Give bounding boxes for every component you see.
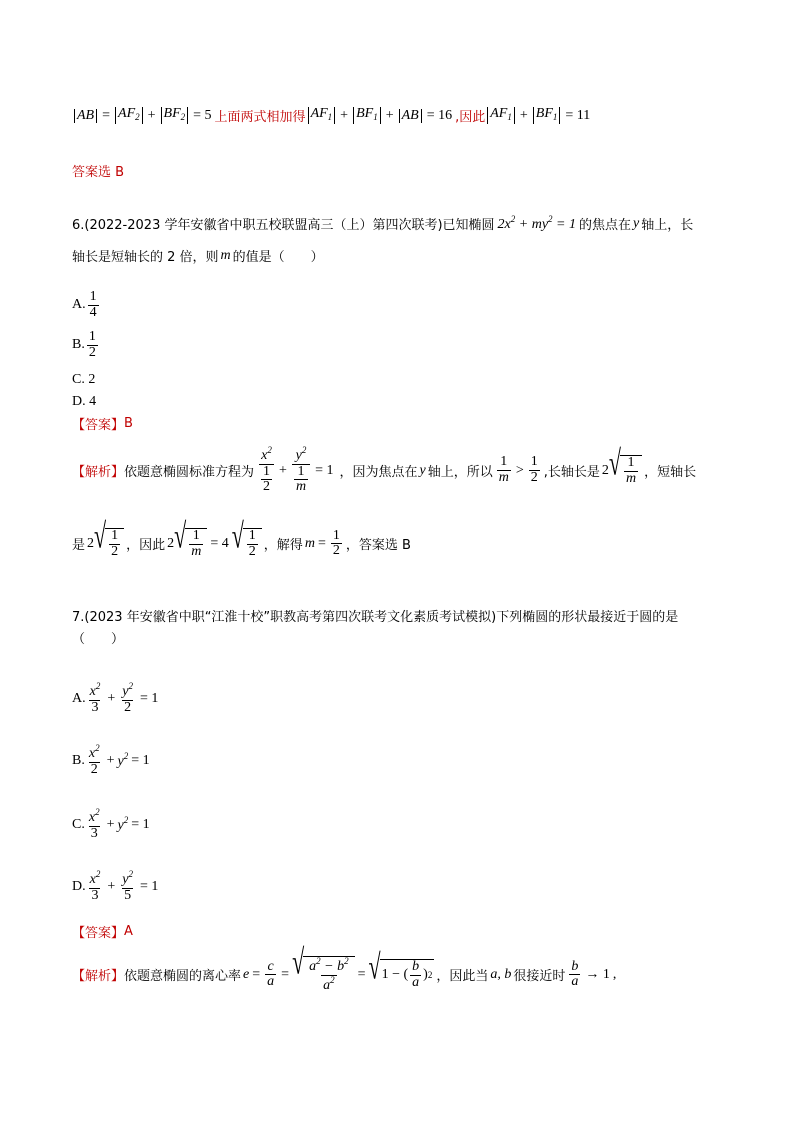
q6-option-b[interactable]: B. $\frac{1}{2}$ (72, 329, 96, 360)
q7-analysis-line: 【解析】 依题意椭圆的离心率 e = $\frac{c}{a}$ = √ $\frac{a^2 - b^2}{a^2}$ = √ 1 − ( $\frac{b}{a}$ ) 2 ，因此当 a, b 很接近时 $\frac{b}{a}$ → 1 , (72, 941, 617, 993)
abs-AF2: $AF_2$ (115, 107, 143, 124)
q7-stem-line-b: （ ） (72, 632, 125, 647)
q7-stem-line-a: 7.(2023 年安徽省中职“江淮十校”职教高考第四次联考文化素质考试模拟)下列椭圆的形状最接近于圆的是 (72, 610, 679, 625)
abs-AB: AB (74, 109, 97, 123)
q7-option-b[interactable]: B. $\frac{x^2}{2}$ + $y^2$ = 1 (72, 743, 150, 777)
q6-option-d[interactable]: D. 4 (72, 394, 97, 409)
q6-option-a[interactable]: A. $\frac{1}{4}$ (72, 289, 97, 320)
q6-option-c[interactable]: C. 2 (72, 372, 96, 387)
solution-text-a: 上面两式相加得 (214, 110, 306, 125)
solution-text-b: ,因此 (455, 110, 486, 125)
q6-stem-line-a: 6.(2022-2023 学年安徽省中职五校联盟高三（上）第四次联考)已知椭圆 $2x^2 + my^2 = 1$ 的焦点在 y 轴上，长 (72, 214, 694, 233)
abs-BF2: $BF_2$ (161, 107, 189, 124)
q7-option-d[interactable]: D. $\frac{x^2}{3}$ + $\frac{y^2}{5}$ = 1 (72, 869, 159, 903)
q6-answer: 【答案】 B (72, 416, 133, 433)
q7-option-a[interactable]: A. $\frac{x^2}{3}$ + $\frac{y^2}{2}$ = 1 (72, 681, 159, 715)
solution-line-1: AB = $AF_2$ + $BF_2$ = 5 上面两式相加得 $AF_1$ + $BF_1$ + AB = 16 ,因此 $AF_1$ + $BF_1$ = 11 (72, 106, 593, 125)
q6-analysis-line-a: 【解析】 依题意椭圆标准方程为 $\frac{x^2}{\frac{1}{2}}$ + $\frac{y^2}{\frac{1}{m}}$ = 1 ，因为焦点在 y 轴上，所以 $\frac{1}{m}$ > $\frac{1}{2}$ ,长轴长是 2 √ $\frac{1}{m}$ ，短轴长 (72, 442, 697, 495)
answer-line-1: 答案选 B (72, 165, 125, 180)
q7-answer: 【答案】 A (72, 924, 133, 941)
q7-option-c[interactable]: C. $\frac{x^2}{3}$ + $y^2$ = 1 (72, 807, 150, 841)
q6-stem-line-b: 轴长是短轴长的 2 倍，则 m 的值是（ ） (72, 247, 324, 265)
q6-analysis-line-b: 是 2 √ $\frac{1}{2}$ ，因此 2 √ $\frac{1}{m}$ = 4 √ $\frac{1}{2}$ ，解得 m = $\frac{1}{2}$ ，答案选 B (72, 515, 411, 559)
